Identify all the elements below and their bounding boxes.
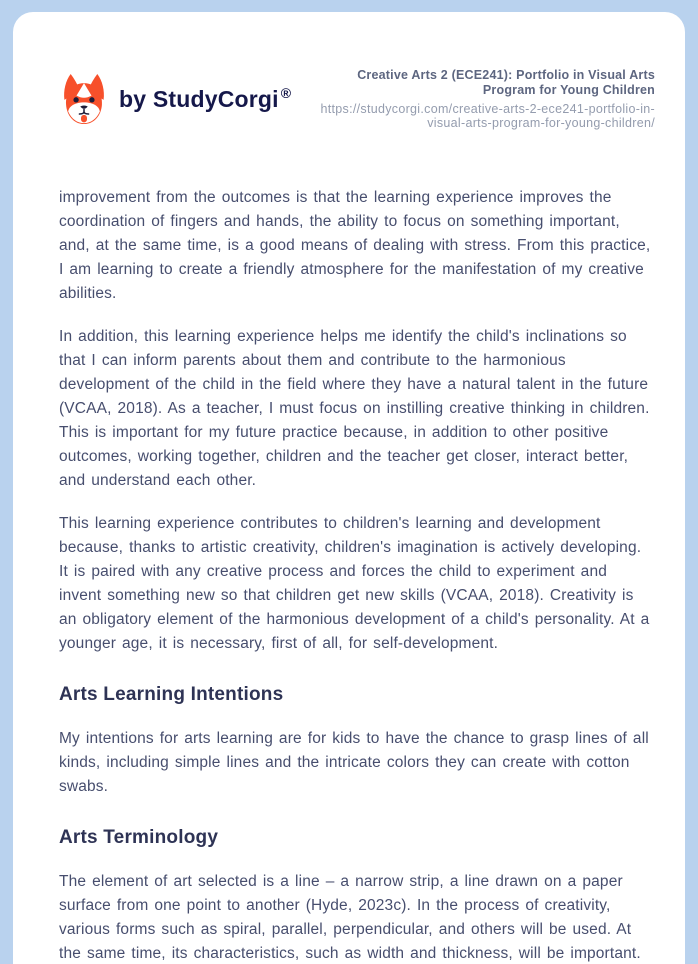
article-paragraph: improvement from the outcomes is that the learning experience improves the coordination of fingers and hands, the ability to focus on something important, and, at the same time, is a good means of dealing with stress. From this practice, I am learning to create a friendly atmosphere for the manifestation of my creative abilities.: [59, 189, 651, 302]
article-body: [59, 186, 655, 964]
section-heading: Arts Terminology: [59, 827, 219, 848]
article-paragraph: This learning experience contributes to children's learning and development because, thanks to artistic creativity, children's imagination is actively developing. It is paired with any creative process and forces the child to experiment and invent something new so that children get new skills (VCAA, 2018). Creativity is an obligatory element of the harmonious development of a child's personality. At a younger age, it is necessary, first of all, for self-development.: [59, 515, 650, 652]
document-header: [59, 68, 655, 130]
brand-name: by StudyCorgi ®: [119, 85, 292, 112]
article-paragraph: My intentions for arts learning are for kids to have the chance to grasp lines of all kinds, including simple lines and the intricate colors they can create with cotton swabs.: [59, 730, 649, 795]
registered-trademark: ®: [280, 85, 292, 101]
section-heading: Arts Learning Intentions: [59, 684, 284, 705]
article-paragraph: In addition, this learning experience helps me identify the child's inclinations so that I can inform parents about them and contribute to the harmonious development of the child in the field where they have a natural talent in the future (VCAA, 2018). As a teacher, I must focus on instilling creative thinking in children. This is important for my future practice because, in addition to other positive outcomes, working together, children and the teacher get closer, interact better, and understand each other.: [59, 328, 650, 489]
document-title: Creative Arts 2 (ECE241): Portfolio in Visual Arts Program for Young Children: [357, 68, 655, 97]
article-paragraph: The element of art selected is a line – a narrow strip, a line drawn on a paper surface from one point to another (Hyde, 2023c). In the process of creativity, various forms such as spiral, parallel, perpendicular, and others will be used. At the same time, its characteristics, such as width and thickness, will be important.: [59, 873, 641, 962]
document-card: [13, 12, 685, 964]
document-url[interactable]: https://studycorgi.com/creative-arts-2-ece241-portfolio-in-visual-arts-program-for-young-children/: [320, 102, 655, 130]
document-meta: [310, 68, 655, 130]
studycorgi-logo: [59, 72, 291, 126]
corgi-logo-icon: [59, 72, 109, 126]
